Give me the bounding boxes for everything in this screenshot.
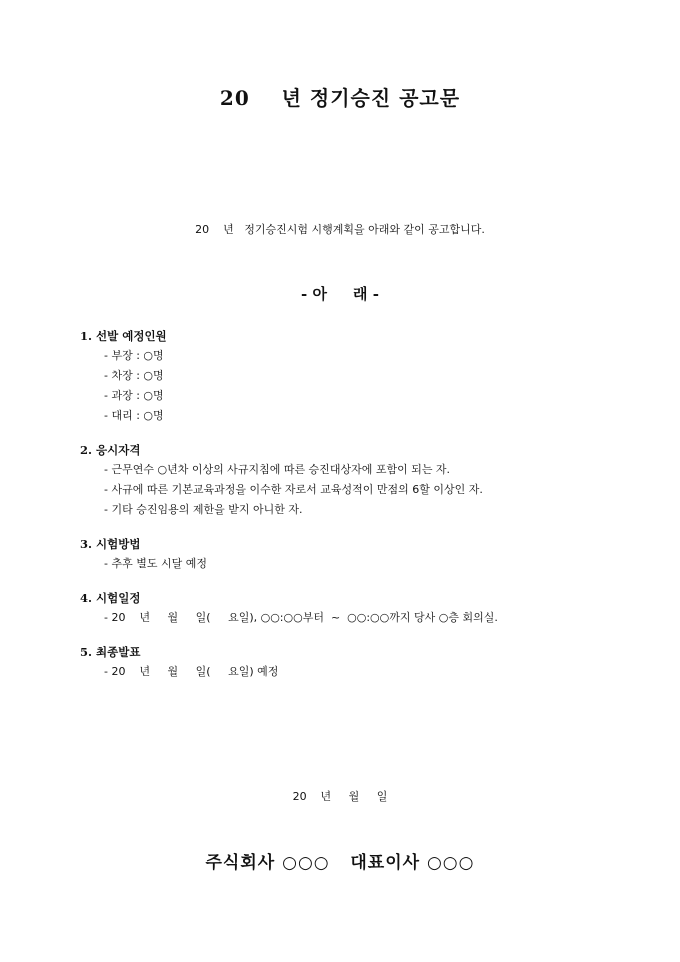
- list-item: - 추후 별도 시달 예정: [104, 557, 207, 570]
- section-heading: 1. 선발 예정인원: [80, 329, 167, 343]
- document-title: 20 년 정기승진 공고문: [219, 86, 461, 110]
- list-item: - 사규에 따른 기본교육과정을 이수한 자로서 교육성적이 만점의 6할 이상인 자.: [104, 483, 483, 496]
- section-heading: 2. 응시자격: [80, 443, 141, 457]
- section-heading: 3. 시험방법: [80, 537, 141, 551]
- list-item: - 부장 : ○명: [104, 349, 164, 362]
- list-item: - 20 년 월 일( 요일) 예정: [104, 665, 279, 678]
- section-heading: 5. 최종발표: [80, 645, 141, 659]
- list-item: - 20 년 월 일( 요일), ○○:○○부터 ~ ○○:○○까지 당사 ○층 회의실.: [104, 611, 498, 624]
- list-item: - 기타 승진임용의 제한을 받지 아니한 자.: [104, 503, 303, 516]
- section-eligibility: [80, 440, 660, 520]
- list-item: - 차장 : ○명: [104, 369, 164, 382]
- document-date: 20 년 월 일: [292, 790, 388, 803]
- list-item: - 과장 : ○명: [104, 389, 164, 402]
- sections-list: [80, 326, 660, 696]
- section-exam-schedule: [80, 588, 660, 628]
- section-heading: 4. 시험일정: [80, 591, 141, 605]
- section-final-announcement: [80, 642, 660, 682]
- section-selection-quota: [80, 326, 660, 426]
- list-item: - 대리 : ○명: [104, 409, 164, 422]
- signature-line: 주식회사 ○○○ 대표이사 ○○○: [205, 853, 475, 873]
- intro-text: 20 년 정기승진시험 시행계획을 아래와 같이 공고합니다.: [195, 223, 485, 236]
- below-heading: - 아 래 -: [301, 285, 379, 303]
- list-item: - 근무연수 ○년차 이상의 사규지침에 따른 승진대상자에 포함이 되는 자.: [104, 463, 451, 476]
- section-exam-method: [80, 534, 660, 574]
